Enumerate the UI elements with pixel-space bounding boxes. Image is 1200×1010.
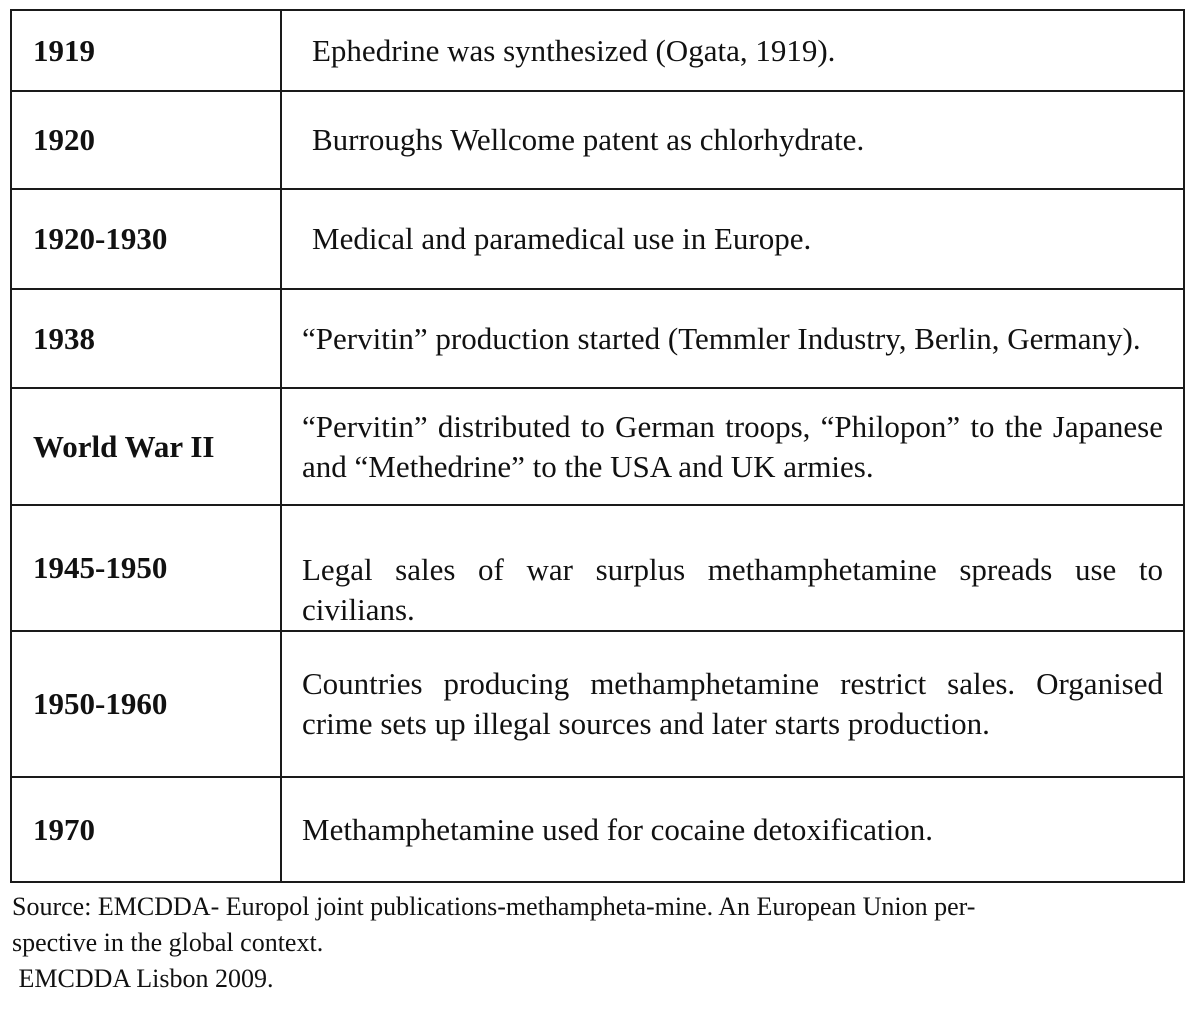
event-cell xyxy=(281,91,1184,189)
table-row xyxy=(11,289,1184,388)
event-text: Legal sales of war surplus methamphetamine spreads use to civilians. xyxy=(302,552,1163,627)
event-text: Methamphetamine used for cocaine detoxification. xyxy=(302,811,933,847)
table-row xyxy=(11,631,1184,777)
year-cell: 1945-1950 xyxy=(11,505,281,631)
table-row xyxy=(11,10,1184,91)
event-cell xyxy=(281,388,1184,505)
event-cell xyxy=(281,631,1184,777)
event-text: Countries producing methamphetamine restrict sales. Organised crime sets up illegal sources and later starts production. xyxy=(302,666,1163,741)
year-cell: 1938 xyxy=(11,289,281,388)
year-cell: 1920 xyxy=(11,91,281,189)
source-line: spective in the global context. xyxy=(12,928,324,957)
source-citation xyxy=(12,889,1188,997)
source-line: EMCDDA Lisbon 2009. xyxy=(12,964,274,993)
year-cell: 1970 xyxy=(11,777,281,882)
year-cell: 1920-1930 xyxy=(11,189,281,289)
event-text: Medical and paramedical use in Europe. xyxy=(312,221,812,256)
table-row xyxy=(11,388,1184,505)
event-text: Burroughs Wellcome patent as chlorhydrate. xyxy=(312,122,865,157)
event-cell xyxy=(281,505,1184,631)
table-row xyxy=(11,189,1184,289)
year-cell: World War II xyxy=(11,388,281,505)
event-text: “Pervitin” production started (Temmler Industry, Berlin, Germany). xyxy=(302,320,1141,356)
timeline-table xyxy=(10,9,1185,883)
year-cell: 1919 xyxy=(11,10,281,91)
event-cell xyxy=(281,289,1184,388)
event-text: Ephedrine was synthesized (Ogata, 1919). xyxy=(312,32,836,68)
event-cell xyxy=(281,777,1184,882)
table-row xyxy=(11,91,1184,189)
year-cell: 1950-1960 xyxy=(11,631,281,777)
event-text: “Pervitin” distributed to German troops, “Philopon” to the Japanese and “Methedrine” to the USA and UK armies. xyxy=(302,408,1163,484)
table-row xyxy=(11,505,1184,631)
event-cell xyxy=(281,189,1184,289)
table-row xyxy=(11,777,1184,882)
source-line: Source: EMCDDA- Europol joint publications-methampheta-mine. An European Union per- xyxy=(12,892,976,921)
event-cell xyxy=(281,10,1184,91)
